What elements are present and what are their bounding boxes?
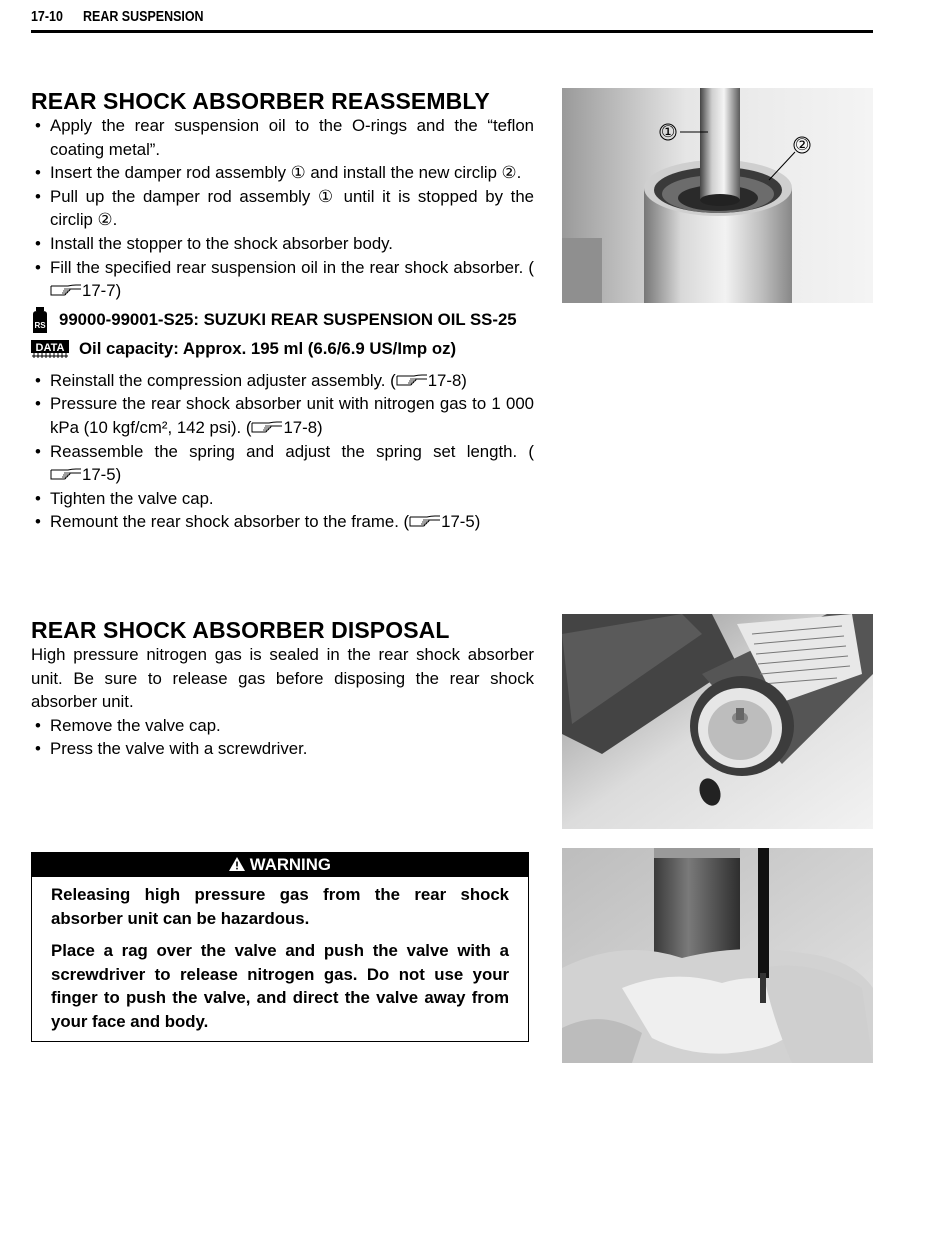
oil-bottle-icon: [31, 307, 49, 333]
page-reference-text: 17-5): [441, 512, 481, 532]
page-reference: [251, 418, 322, 437]
reassembly-heading: REAR SHOCK ABSORBER REASSEMBLY: [31, 88, 490, 114]
list-item: [31, 440, 534, 487]
list-item-text: Pull up the damper rod assembly ① until it is stopped by the circlip ②.: [50, 186, 534, 230]
reference-hand-icon: [50, 283, 82, 297]
reassembly-steps-list: [31, 114, 534, 303]
list-item: [31, 369, 534, 393]
list-item-text: Insert the damper rod assembly ① and install the new circlip ②.: [50, 163, 522, 183]
rs-icon-label: RS: [34, 320, 46, 330]
reassembly-steps-list-2: [31, 369, 534, 534]
list-item: [31, 392, 534, 439]
list-item: • Remove the valve cap.: [31, 714, 534, 738]
callout-1: ①: [660, 122, 676, 141]
warning-body: [32, 877, 528, 1034]
list-item: [31, 161, 534, 185]
list-item: [31, 510, 534, 534]
page-reference: [396, 371, 467, 390]
oil-capacity-line: [31, 338, 534, 364]
page-reference: [50, 465, 121, 484]
page-reference: [50, 281, 121, 300]
reference-hand-icon: [409, 514, 441, 528]
list-item: [31, 487, 534, 511]
warning-triangle-icon: [229, 857, 245, 871]
oil-capacity: Oil capacity: Approx. 195 ml (6.6/6.9 US/Imp oz): [79, 338, 457, 358]
list-item-text: Reassemble the spring and adjust the spring set length. (: [50, 441, 534, 461]
list-item-text: Apply the rear suspension oil to the O-rings and the “teflon coating metal”.: [50, 116, 534, 159]
list-item-text: Install the stopper to the shock absorber body.: [50, 233, 393, 253]
page-reference-text: 17-5): [82, 465, 122, 485]
photo-valve-cap: [562, 614, 873, 829]
warning-title-bar: [32, 853, 528, 877]
warning-box: [31, 852, 529, 1042]
oil-part-number: 99000-99001-S25: SUZUKI REAR SUSPENSION OIL SS-25: [59, 309, 517, 329]
disposal-section: [31, 617, 534, 761]
warning-paragraph: Place a rag over the valve and push the valve with a screwdriver to release nitrogen gas. Do not use your finger to push the valve, and direct the valve away from your face and body.: [51, 941, 509, 1031]
list-item-text: Remount the rear shock absorber to the frame. (: [50, 512, 410, 532]
photo-screwdriver-valve: [562, 848, 873, 1063]
page-header: [31, 8, 873, 33]
photo-damper-rod: [562, 88, 873, 303]
reference-hand-icon: [396, 373, 428, 387]
list-item: • Press the valve with a screwdriver.: [31, 737, 534, 761]
callout-2: ②: [794, 135, 810, 154]
list-item-text: Pressure the rear shock absorber unit with nitrogen gas to 1 000 kPa (10 kgf/cm², 142 psi). (: [50, 394, 534, 437]
section-title: REAR SUSPENSION: [83, 9, 204, 25]
oil-part-line: [31, 307, 534, 333]
warning-paragraph: Releasing high pressure gas from the rear shock absorber unit can be hazardous.: [51, 885, 509, 928]
page-reference-text: 17-8): [427, 370, 467, 390]
list-item-text: Reinstall the compression adjuster assembly. (: [50, 370, 396, 390]
list-item: [31, 114, 534, 161]
data-icon-label: DATA: [35, 341, 65, 354]
warning-title: WARNING: [249, 855, 331, 874]
reassembly-section: [31, 88, 534, 534]
list-item: [31, 185, 534, 232]
list-item-text: Fill the specified rear suspension oil in the rear shock absorber. (: [50, 257, 534, 277]
page-number: 17-10: [31, 9, 63, 25]
disposal-heading: REAR SHOCK ABSORBER DISPOSAL: [31, 617, 450, 643]
reference-hand-icon: [251, 420, 283, 434]
list-item: [31, 256, 534, 303]
page-reference-text: 17-8): [283, 417, 323, 437]
disposal-intro: High pressure nitrogen gas is sealed in the rear shock absorber unit. Be sure to release gas before disposing the rear shock absorber unit.: [31, 645, 534, 712]
list-item: [31, 232, 534, 256]
list-item-text: Tighten the valve cap.: [50, 488, 214, 508]
disposal-steps-list: [31, 714, 534, 761]
page-reference: [409, 512, 480, 531]
data-icon: [31, 340, 69, 358]
page-reference-text: 17-7): [82, 281, 122, 301]
reference-hand-icon: [50, 467, 82, 481]
